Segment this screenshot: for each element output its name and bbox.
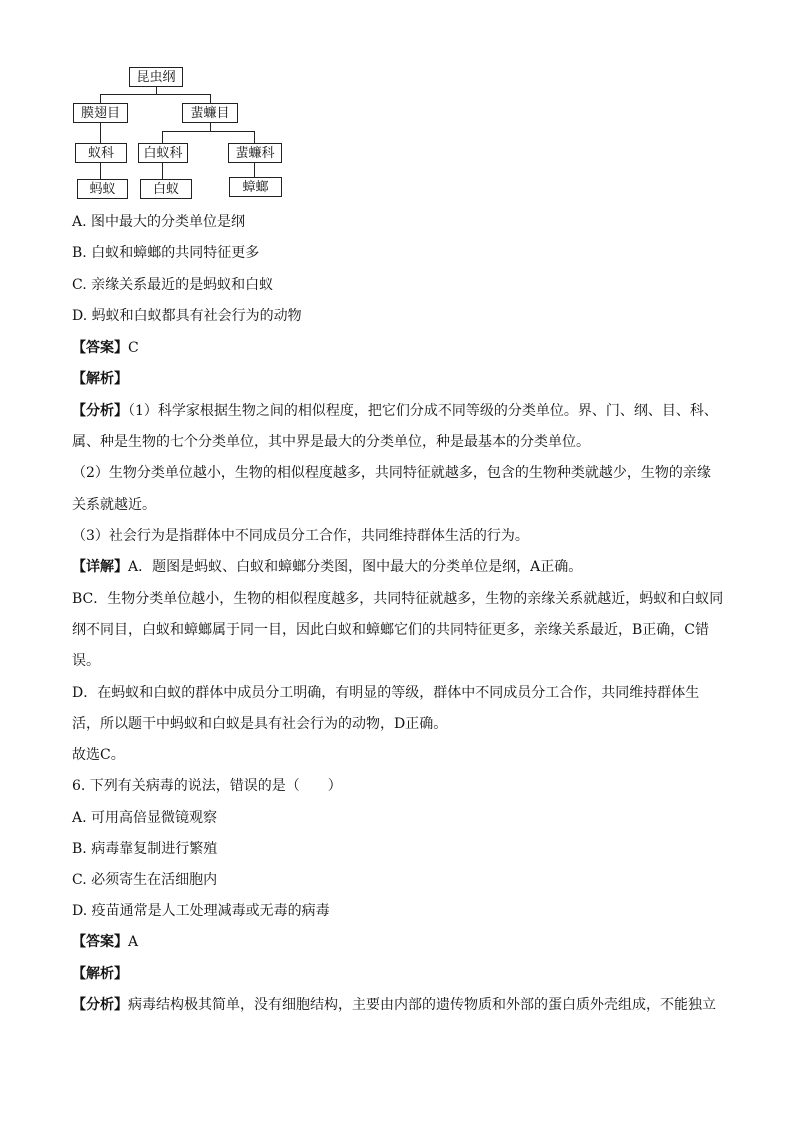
- q5-analysis-label: 【解析】: [72, 371, 128, 387]
- q5-xiangjie-d-1: D．在蚂蚁和白蚁的群体中成员分工明确，有明显的等级，群体中不同成员分工合作，共同维持群体生: [72, 685, 700, 701]
- q5-conclusion: 故选C。: [72, 747, 125, 763]
- q5-fenxi-1: [72, 401, 724, 421]
- answer-label: 【答案】: [72, 340, 128, 356]
- fenxi-text: 病毒结构极其简单，没有细胞结构，主要由内部的遗传物质和外部的蛋白质外壳组成，不能独立: [128, 997, 716, 1013]
- q6-analysis-label: 【解析】: [72, 966, 128, 982]
- q6-option-a: A. 可用高倍显微镜观察: [72, 810, 218, 826]
- q5-option-b: B. 白蚁和蟑螂的共同特征更多: [72, 245, 260, 261]
- q5-fenxi-2: （2）生物分类单位越小，生物的相似程度越多，共同特征就越多，包含的生物种类就越少，生物的亲缘: [72, 465, 711, 481]
- q5-xiangjie-a: [72, 557, 724, 577]
- connector: [210, 94, 211, 103]
- node-class-insecta: 昆虫纲: [129, 67, 183, 87]
- node-family-blattidae: 蜚蠊科: [228, 143, 282, 163]
- xiangjie-text: A．题图是蚂蚁、白蚁和蟑螂分类图，图中最大的分类单位是纲，A正确。: [128, 559, 583, 575]
- connector: [210, 123, 211, 131]
- fenxi-text: （1）科学家根据生物之间的相似程度，把它们分成不同等级的分类单位。界、门、纲、目、科、: [128, 403, 718, 419]
- connector: [100, 94, 101, 103]
- q6-stem: 6. 下列有关病毒的说法，错误的是（ ）: [72, 778, 342, 794]
- node-family-formicidae: 蚁科: [75, 143, 127, 163]
- q6-option-c: C. 必须寄生在活细胞内: [72, 872, 218, 888]
- fenxi-label: 【分析】: [72, 403, 128, 419]
- fenxi-label: 【分析】: [72, 997, 128, 1013]
- connector: [100, 94, 211, 95]
- q5-option-c: C. 亲缘关系最近的是蚂蚁和白蚁: [72, 277, 274, 293]
- node-order-blattodea: 蜚蠊目: [182, 103, 238, 123]
- q5-option-d: D. 蚂蚁和白蚁都具有社会行为的动物: [72, 308, 302, 324]
- answer-label: 【答案】: [72, 934, 128, 950]
- q6-answer: [72, 932, 724, 952]
- connector: [162, 131, 163, 143]
- node-order-hymenoptera: 膜翅目: [73, 103, 128, 123]
- connector: [254, 163, 255, 177]
- q6-fenxi-1: [72, 995, 724, 1015]
- connector: [254, 131, 255, 143]
- q5-xiangjie-bc-2: 纲不同目，白蚁和蟑螂属于同一目，因此白蚁和蟑螂它们的共同特征更多，亲缘关系最近，B正确，C错: [72, 622, 709, 638]
- q5-answer: [72, 338, 724, 358]
- q5-xiangjie-bc-3: 误。: [72, 653, 100, 669]
- answer-value: A: [128, 934, 139, 950]
- node-family-termitidae: 白蚁科: [138, 143, 188, 163]
- q5-xiangjie-d-2: 活，所以题干中蚂蚁和白蚁是具有社会行为的动物，D正确。: [72, 716, 448, 732]
- answer-value: C: [128, 340, 139, 356]
- connector: [162, 163, 163, 179]
- classification-diagram: [0, 0, 794, 210]
- connector: [156, 87, 157, 94]
- q5-fenxi-2b: 关系就越近。: [72, 497, 156, 513]
- node-species-cockroach: 蟑螂: [229, 177, 282, 197]
- connector: [100, 163, 101, 179]
- q5-fenxi-1b: 属、种是生物的七个分类单位，其中界是最大的分类单位，种是最基本的分类单位。: [72, 434, 590, 450]
- q6-option-d: D. 疫苗通常是人工处理减毒或无毒的病毒: [72, 903, 330, 919]
- q6-option-b: B. 病毒靠复制进行繁殖: [72, 841, 218, 857]
- connector: [162, 131, 255, 132]
- xiangjie-label: 【详解】: [72, 559, 128, 575]
- connector: [100, 123, 101, 143]
- q5-fenxi-3: （3）社会行为是指群体中不同成员分工合作，共同维持群体生活的行为。: [72, 528, 529, 544]
- node-species-termite: 白蚁: [140, 179, 192, 199]
- node-species-ant: 蚂蚁: [77, 179, 128, 199]
- q5-xiangjie-bc-1: BC．生物分类单位越小，生物的相似程度越多，共同特征就越多，生物的亲缘关系就越近，蚂蚁和白蚁同: [72, 591, 724, 607]
- q5-option-a: A. 图中最大的分类单位是纲: [72, 214, 246, 230]
